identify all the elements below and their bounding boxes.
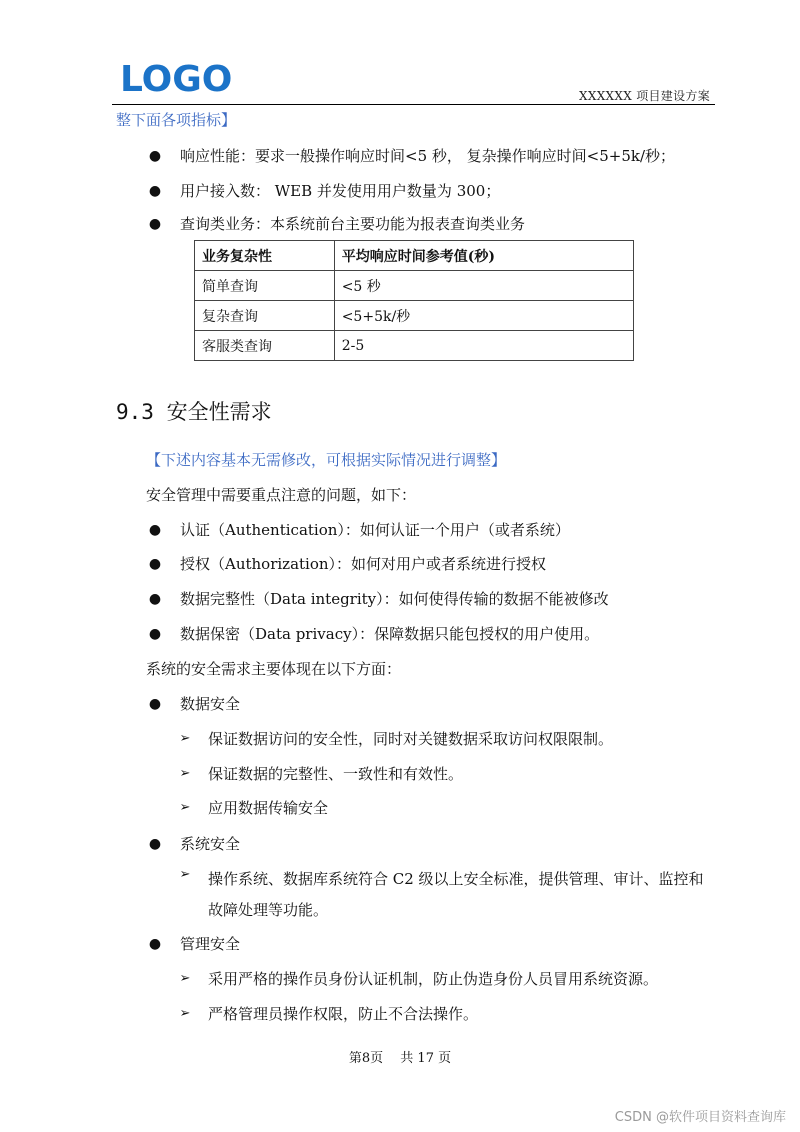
logo-image xyxy=(120,59,233,100)
watermark: CSDN @软件项目资料查询库 xyxy=(614,1110,786,1125)
table-cell: 2-5 xyxy=(334,331,633,361)
bullet-icon: ● xyxy=(148,626,162,642)
bullet-icon: ● xyxy=(148,522,162,538)
bullet-icon: ● xyxy=(148,696,162,712)
performance-text-2: 用户接入数： WEB 并发使用用户数量为 300； xyxy=(180,182,501,200)
bullet-icon: ● xyxy=(148,183,162,199)
arrow-icon: ➢ xyxy=(179,1006,191,1021)
section-title: 9.3 安全性需求 xyxy=(116,400,272,424)
logo-text: LOGO xyxy=(120,59,233,100)
table-cell: 简单查询 xyxy=(195,271,335,301)
management-security-text-2: 严格管理员操作权限，防止不合法操作。 xyxy=(208,1005,479,1023)
continued-note: 整下面各项指标】 xyxy=(116,111,237,129)
table-header-cell: 业务复杂性 xyxy=(195,241,335,271)
security-note: 【下述内容基本无需修改，可根据实际情况进行调整】 xyxy=(146,451,507,469)
table-cell: <5+5k/秒 xyxy=(334,301,633,331)
bullet-icon: ● xyxy=(148,216,162,232)
table-row xyxy=(195,331,634,361)
bullet-icon: ● xyxy=(148,591,162,607)
page-footer: 第8页 共 17 页 xyxy=(348,1051,452,1066)
security-intro: 安全管理中需要重点注意的问题，如下： xyxy=(146,486,417,504)
security-issue-text-1: 认证（Authentication）：如何认证一个用户（或者系统） xyxy=(180,521,570,539)
security-issue-text-2: 授权（Authorization）：如何对用户或者系统进行授权 xyxy=(180,555,547,573)
bullet-icon: ● xyxy=(148,936,162,952)
security-issue-text-3: 数据完整性（Data integrity）：如何使得传输的数据不能被修改 xyxy=(180,590,609,608)
table-cell: <5 秒 xyxy=(334,271,633,301)
arrow-icon: ➢ xyxy=(179,731,191,746)
table-header-cell: 平均响应时间参考值(秒) xyxy=(334,241,633,271)
bullet-icon: ● xyxy=(148,556,162,572)
table-header-row xyxy=(195,241,634,271)
bullet-icon: ● xyxy=(148,836,162,852)
performance-text-3: 查询类业务：本系统前台主要功能为报表查询类业务 xyxy=(180,215,526,233)
security-group-title: 系统安全 xyxy=(180,835,241,853)
security-summary: 系统的安全需求主要体现在以下方面： xyxy=(146,660,402,678)
arrow-icon: ➢ xyxy=(179,971,191,986)
security-group-title: 管理安全 xyxy=(180,935,241,953)
data-security-text-3: 应用数据传输安全 xyxy=(208,799,329,817)
performance-text-1: 响应性能：要求一般操作响应时间<5 秒， 复杂操作响应时间<5+5k/秒； xyxy=(180,147,676,165)
bullet-icon: ● xyxy=(148,148,162,164)
header-title: XXXXXX 项目建设方案 xyxy=(579,89,710,103)
security-issue-text-4: 数据保密（Data privacy）：保障数据只能包授权的用户使用。 xyxy=(180,625,600,643)
system-security-text-1: 操作系统、数据库系统符合 C2 级以上安全标准，提供管理、审计、监控和故障处理等功能。 xyxy=(208,870,704,919)
data-security-text-1: 保证数据访问的安全性，同时对关键数据采取访问权限限制。 xyxy=(208,730,614,748)
table-cell: 复杂查询 xyxy=(195,301,335,331)
arrow-icon: ➢ xyxy=(179,800,191,815)
management-security-text-1: 采用严格的操作员身份认证机制，防止伪造身份人员冒用系统资源。 xyxy=(208,970,659,988)
data-security-text-2: 保证数据的完整性、一致性和有效性。 xyxy=(208,765,464,783)
table-row xyxy=(195,271,634,301)
table-cell: 客服类查询 xyxy=(195,331,335,361)
arrow-icon: ➢ xyxy=(179,766,191,781)
header-divider xyxy=(112,104,715,105)
response-time-table xyxy=(194,240,634,361)
security-group-title: 数据安全 xyxy=(180,695,241,713)
table-row xyxy=(195,301,634,331)
arrow-icon: ➢ xyxy=(179,867,191,882)
